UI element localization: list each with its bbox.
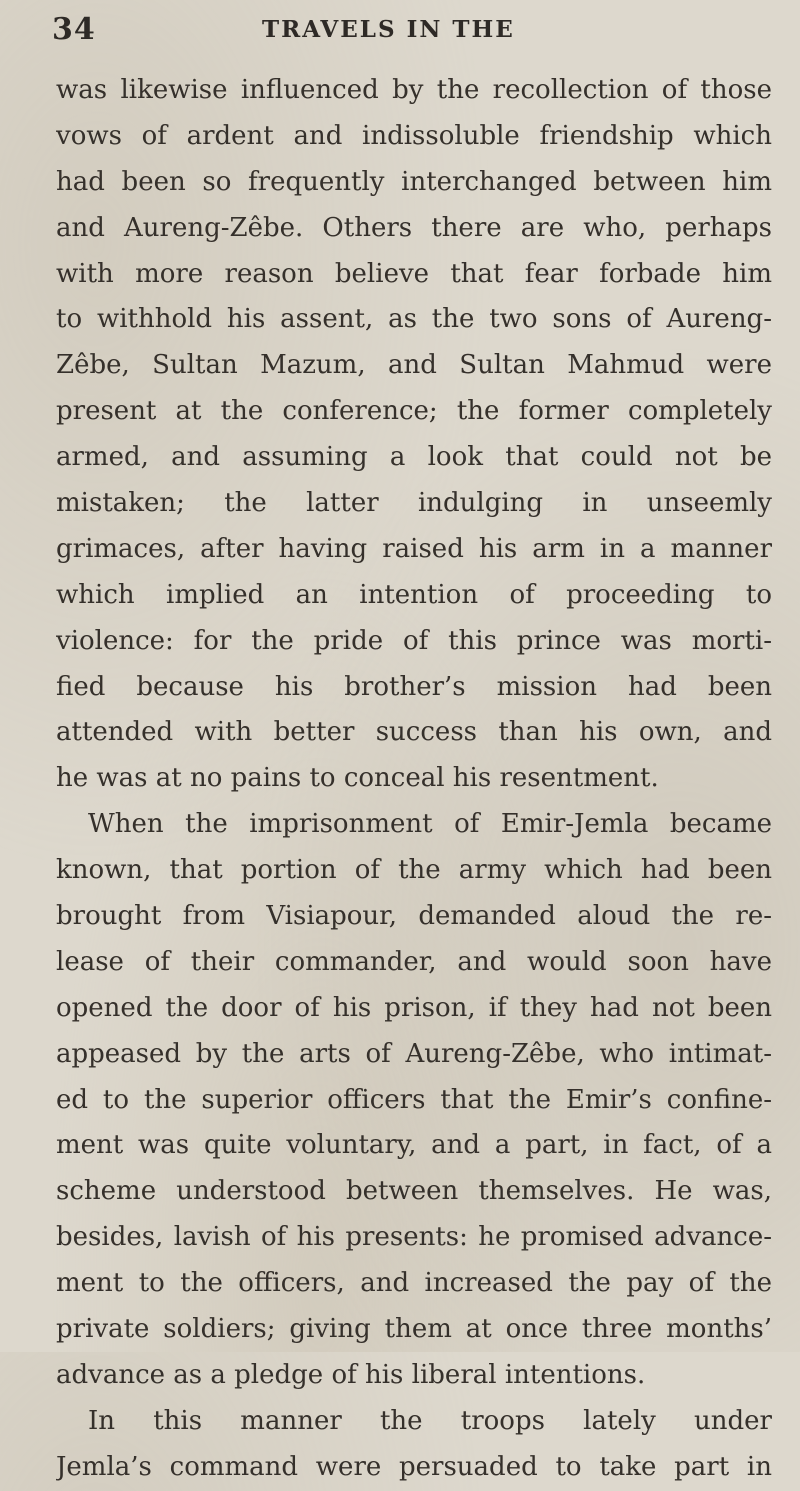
- page-number: 34: [52, 12, 96, 47]
- text-line: Jemla’s command were persuaded to take part in: [56, 1451, 772, 1482]
- text-line: ed to the superior officers that the Emir’s confine-: [56, 1084, 772, 1115]
- text-line: vows of ardent and indissoluble friendship which: [56, 120, 772, 151]
- text-line: ment was quite voluntary, and a part, in fact, of a: [56, 1130, 772, 1161]
- text-line: he was at no pains to conceal his resentment.: [56, 763, 659, 794]
- body-text: [56, 68, 772, 1491]
- text-line: lease of their commander, and would soon have: [56, 946, 772, 977]
- text-line: had been so frequently interchanged between him: [56, 166, 772, 197]
- text-line: In this manner the troops lately under: [88, 1405, 772, 1436]
- text-line: brought from Visiapour, demanded aloud the re-: [56, 901, 772, 932]
- text-line: grimaces, after having raised his arm in a manner: [56, 533, 772, 564]
- text-line: armed, and assuming a look that could not be: [56, 442, 772, 473]
- text-line: and Aureng-Zêbe. Others there are who, perhaps: [56, 212, 772, 243]
- page-header: [52, 6, 752, 46]
- text-line: When the imprisonment of Emir-Jemla became: [88, 809, 772, 840]
- text-line: opened the door of his prison, if they had not been: [56, 992, 772, 1023]
- text-line: present at the conference; the former completely: [56, 396, 772, 427]
- text-line: ment to the officers, and increased the pay of the: [56, 1268, 772, 1299]
- text-line: attended with better success than his own, and: [56, 717, 772, 748]
- text-line: was likewise influenced by the recollection of those: [56, 75, 772, 105]
- text-line: besides, lavish of his presents: he promised advance-: [56, 1222, 772, 1253]
- text-line: private soldiers; giving them at once three months’: [56, 1314, 772, 1345]
- text-line: with more reason believe that fear forbade him: [56, 258, 772, 289]
- text-line: known, that portion of the army which had been: [56, 855, 772, 886]
- text-line: scheme understood between themselves. He was,: [56, 1176, 772, 1207]
- text-line: advance as a pledge of his liberal intentions.: [56, 1359, 646, 1390]
- text-line: violence: for the pride of this prince was morti-: [56, 625, 772, 656]
- text-line: Zêbe, Sultan Mazum, and Sultan Mahmud were: [56, 350, 772, 381]
- running-head: TRAVELS IN THE: [262, 16, 515, 43]
- text-line: mistaken; the latter indulging in unseemly: [56, 488, 772, 519]
- text-line: which implied an intention of proceeding to: [56, 579, 772, 610]
- text-line: fied because his brother’s mission had been: [56, 671, 772, 702]
- text-line: appeased by the arts of Aureng-Zêbe, who intimat-: [56, 1038, 772, 1069]
- text-line: to withhold his assent, as the two sons of Aureng-: [56, 304, 772, 335]
